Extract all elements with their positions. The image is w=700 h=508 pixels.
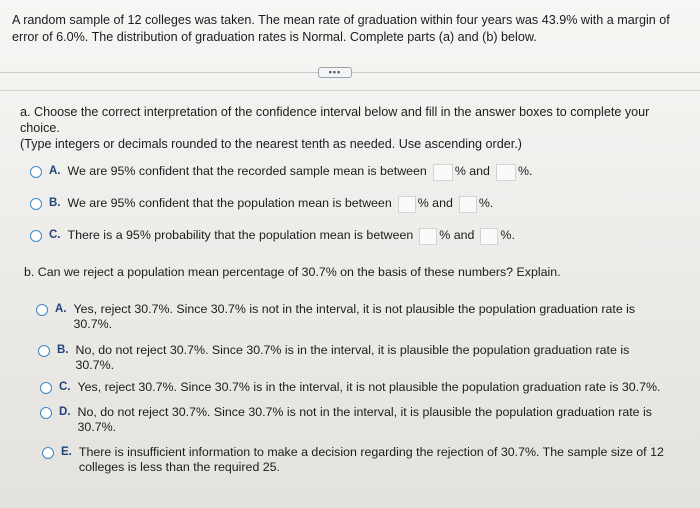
option-mid: % and xyxy=(439,228,475,242)
answer-box-upper[interactable] xyxy=(459,196,477,213)
part-b-prompt: b. Can we reject a population mean percentage of 30.7% on the basis of these numbers? Explain. xyxy=(24,265,561,279)
option-letter: E. xyxy=(61,446,72,458)
option-letter: A. xyxy=(55,303,67,315)
answer-box-upper[interactable] xyxy=(496,164,516,181)
option-letter: C. xyxy=(49,229,61,241)
option-text: There is a 95% probability that the population mean is between xyxy=(67,228,414,242)
option-letter: A. xyxy=(49,165,61,177)
question-intro: A random sample of 12 colleges was taken. The mean rate of graduation within four years was 43.9% with a margin of error of 6.0%. The distribution of graduation rates is Normal. Complete parts (a) and (b) below. xyxy=(12,13,670,44)
option-text: No, do not reject 30.7%. Since 30.7% is not in the interval, it is plausible the population graduation rate is 30.7%. xyxy=(77,405,652,434)
radio-b[interactable] xyxy=(30,198,42,210)
expand-more-button[interactable]: ••• xyxy=(318,67,352,78)
option-end: %. xyxy=(517,164,533,178)
answer-box-lower[interactable] xyxy=(433,164,453,181)
option-letter: C. xyxy=(59,381,71,393)
part-b-option-d[interactable] xyxy=(40,405,680,435)
part-a-instruction: (Type integers or decimals rounded to the nearest tenth as needed. Use ascending order.) xyxy=(20,137,522,151)
radio-a[interactable] xyxy=(30,166,42,178)
option-text: No, do not reject 30.7%. Since 30.7% is in the interval, it is plausible the population graduation rate is 30.7%. xyxy=(75,343,630,372)
radio-e[interactable] xyxy=(42,447,54,459)
option-letter: B. xyxy=(57,344,69,356)
part-a-option-b[interactable] xyxy=(30,196,493,213)
part-b-option-b[interactable] xyxy=(38,343,678,373)
part-b-option-a[interactable] xyxy=(36,302,676,332)
option-end: %. xyxy=(500,228,515,242)
radio-b[interactable] xyxy=(38,345,50,357)
option-mid: % and xyxy=(417,196,453,210)
part-a-option-c[interactable] xyxy=(30,228,515,245)
option-text: Yes, reject 30.7%. Since 30.7% is not in the interval, it is not plausible the population graduation rate is 30.7%. xyxy=(73,302,636,331)
option-letter: D. xyxy=(59,406,71,418)
radio-d[interactable] xyxy=(40,407,52,419)
answer-box-lower[interactable] xyxy=(419,228,437,245)
option-mid: % and xyxy=(454,164,490,178)
option-text: Yes, reject 30.7%. Since 30.7% is in the interval, it is not plausible the population graduation rate is 30.7%. xyxy=(77,380,661,394)
answer-box-upper[interactable] xyxy=(480,228,498,245)
option-letter: B. xyxy=(49,197,61,209)
radio-c[interactable] xyxy=(40,382,52,394)
option-end: %. xyxy=(478,196,494,210)
part-b-option-c[interactable] xyxy=(40,380,700,395)
radio-c[interactable] xyxy=(30,230,42,242)
part-a-option-a[interactable] xyxy=(30,164,532,181)
part-a-prompt: a. Choose the correct interpretation of the confidence interval below and fill in the answer boxes to complete your choice. xyxy=(20,105,650,135)
option-text: We are 95% confident that the population mean is between xyxy=(67,196,392,210)
answer-box-lower[interactable] xyxy=(398,196,416,213)
radio-a[interactable] xyxy=(36,304,48,316)
option-text: There is insufficient information to make a decision regarding the rejection of 30.7%. The sample size of 12 colleges is less than the required 25. xyxy=(78,445,664,474)
option-text: We are 95% confident that the recorded sample mean is between xyxy=(67,164,427,178)
part-b-option-e[interactable] xyxy=(42,445,682,475)
